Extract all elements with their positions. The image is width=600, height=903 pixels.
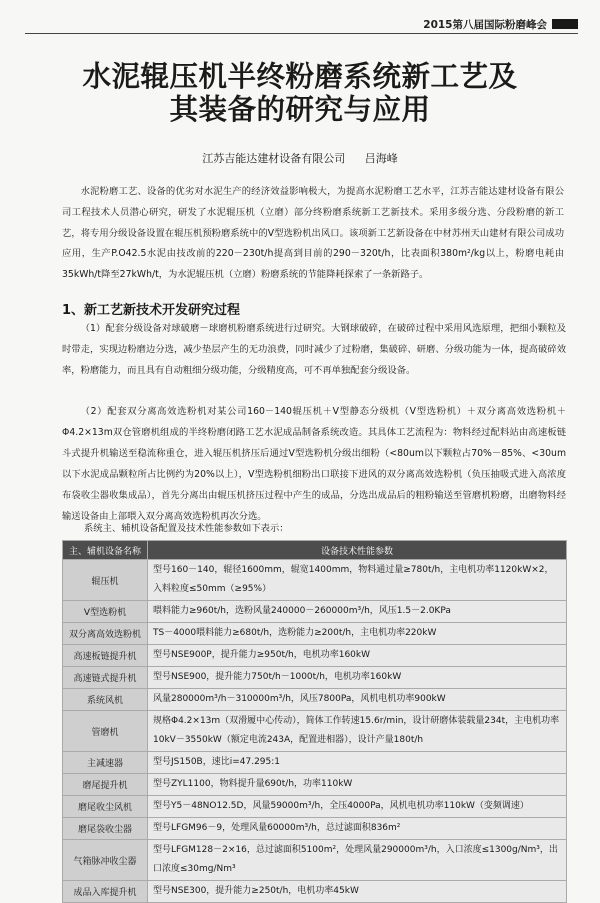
table-header-equipment: 主、辅机设备名称 [63,541,148,560]
equipment-name: 高速板链提升机 [63,645,148,667]
table-row [63,752,567,774]
header-rule [25,33,578,34]
equipment-params: 型号Y5－48NO12.5D，风量59000m³/h，全压4000Pa，风机电机功率110kW（变频调速） [148,796,567,818]
equipment-name: 成品入库提升机 [63,881,148,903]
equipment-params: 风量280000m³/h－310000m³/h，风压7800Pa，风机电机功率900kW [148,689,567,711]
equipment-name: 磨尾提升机 [63,774,148,796]
equipment-table [62,540,567,903]
equipment-params: 型号JS150B，速比i=47.295:1 [148,752,567,774]
abstract: 水泥粉磨工艺、设备的优劣对水泥生产的经济效益影响极大，为提高水泥粉磨工艺水平，江苏吉能达建材设备有限公司工程技术人员潜心研究，研发了水泥辊压机（立磨）部分终粉磨系统新工艺新技术。采用多级分选、分段粉磨的新工艺，将专用分级设备设置在辊压机预粉磨系统中的V型选粉机出风口。该项新工艺新设备在中材苏州天山建材有限公司成功应用，生产P.O42.5水泥由技改前的220－230t/h提高到目前的290－320t/h，比表面积380m²/kg以上，粉磨电耗由35kWh/t降至27kWh/t，为水泥辊压机（立磨）粉磨系统的节能降耗探索了一条新路子。 [62,186,564,281]
equipment-params: 型号NSE900P，提升能力≥950t/h，电机功率160kW [148,645,567,667]
table-row [63,840,567,881]
equipment-params: 型号LFGM128－2×16，总过滤面积5100m²，处理风量290000m³/h，入口浓度≤1300g/Nm³，出口浓度≤30mg/Nm³ [148,840,567,881]
title-line-1: 水泥辊压机半终粉磨系统新工艺及 [82,60,518,93]
equipment-name: 高速链式提升机 [63,667,148,689]
byline [0,150,600,166]
table-row [63,881,567,903]
header-block-mark [552,19,578,29]
equipment-name: 磨尾袋收尘器 [63,818,148,840]
equipment-params: 型号NSE300，提升能力≥250t/h，电机功率45kW [148,881,567,903]
table-row [63,645,567,667]
section-heading: 1、新工艺新技术开发研究过程 [62,303,241,318]
article-title [0,60,600,126]
paragraph-1: （1）配套分级设备对球破磨－球磨机粉磨系统进行过研究。大钢球破碎，在破碎过程中采用风选原理，把细小颗粒及时带走，实现边粉磨边分选，减少垫层产生的无功浪费，同时减少了过粉磨，集破碎、研磨、分级功能为一体，提高破碎效率，粉磨能力，而且具有自动粗细分级功能，分级精度高，可不再单独配套分级设备。 [62,323,566,376]
equipment-name: 双分离高效选粉机 [63,623,148,645]
table-row [63,560,567,601]
equipment-params: 型号LFGM96－9，处理风量60000m³/h，总过滤面积836m² [148,818,567,840]
equipment-params: 型号ZYL1100，物料提升量690t/h，功率110kW [148,774,567,796]
equipment-name: 磨尾收尘风机 [63,796,148,818]
table-row [63,774,567,796]
author-name: 吕海峰 [364,152,398,165]
equipment-name: 主减速器 [63,752,148,774]
table-header-params: 设备技术性能参数 [148,541,567,560]
table-row [63,796,567,818]
table-row [63,601,567,623]
table-intro: 系统主、辅机设备配置及技术性能参数如下表示： [84,523,289,534]
equipment-params: 型号NSE900，提升能力750t/h－1000t/h，电机功率160kW [148,667,567,689]
equipment-name: 辊压机 [63,560,148,601]
table-row [63,711,567,752]
table-row [63,689,567,711]
equipment-name: 气箱脉冲收尘器 [63,840,148,881]
equipment-params: TS－4000喂料能力≥680t/h，选粉能力≥200t/h，主电机功率220kW [148,623,567,645]
equipment-params: 规格Φ4.2×13m（双滑履中心传动），简体工作转速15.6r/min，设计研磨体装载量234t，主电机功率10kV－3550kW（额定电流243A，配置进相器），设计产量180t/h [148,711,567,752]
table-row [63,623,567,645]
paragraph-2: （2）配套双分离高效选粉机对某公司160－140辊压机＋V型静态分级机（V型选粉机）＋双分离高效选粉机＋Φ4.2×13m双仓管磨机组成的半终粉磨闭路工艺水泥成品制备系统改造。其具体工艺流程为：物料经过配料站由高速板链斗式提升机输送至稳流称重仓，进入辊压机挤压后通过V型选粉机分级出细粉（<80um以下颗粒占70%－85%、<30um以下水泥成品颗粒所占比例约为20%以上），V型选粉机细粉出口联接下进风的双分离高效选粉机（负压抽吸式进入高浓度布袋收尘器收集成品），首先分离出由辊压机挤压过程中产生的成品，分选出成品后的粗粉输送至管磨机粉磨，出磨物料经输送设备由上部喂入双分离高效选粉机再次分选。 [62,406,566,522]
equipment-params: 喂料能力≥960t/h，选粉风量240000－260000m³/h，风压1.5－2.0KPa [148,601,567,623]
equipment-params: 型号160－140，辊径1600mm，辊宽1400mm，物料通过量≥780t/h，主电机功率1120kW×2，入料粒度≤50mm（≥95%） [148,560,567,601]
title-line-2: 其装备的研究与应用 [169,93,431,126]
equipment-name: 系统风机 [63,689,148,711]
table-row [63,667,567,689]
journal-name: 2015第八届国际粉磨峰会 [423,18,547,31]
journal-header [358,14,578,34]
equipment-name: 管磨机 [63,711,148,752]
equipment-name: V型选粉机 [63,601,148,623]
table-row [63,818,567,840]
affiliation: 江苏吉能达建材设备有限公司 [202,152,346,165]
